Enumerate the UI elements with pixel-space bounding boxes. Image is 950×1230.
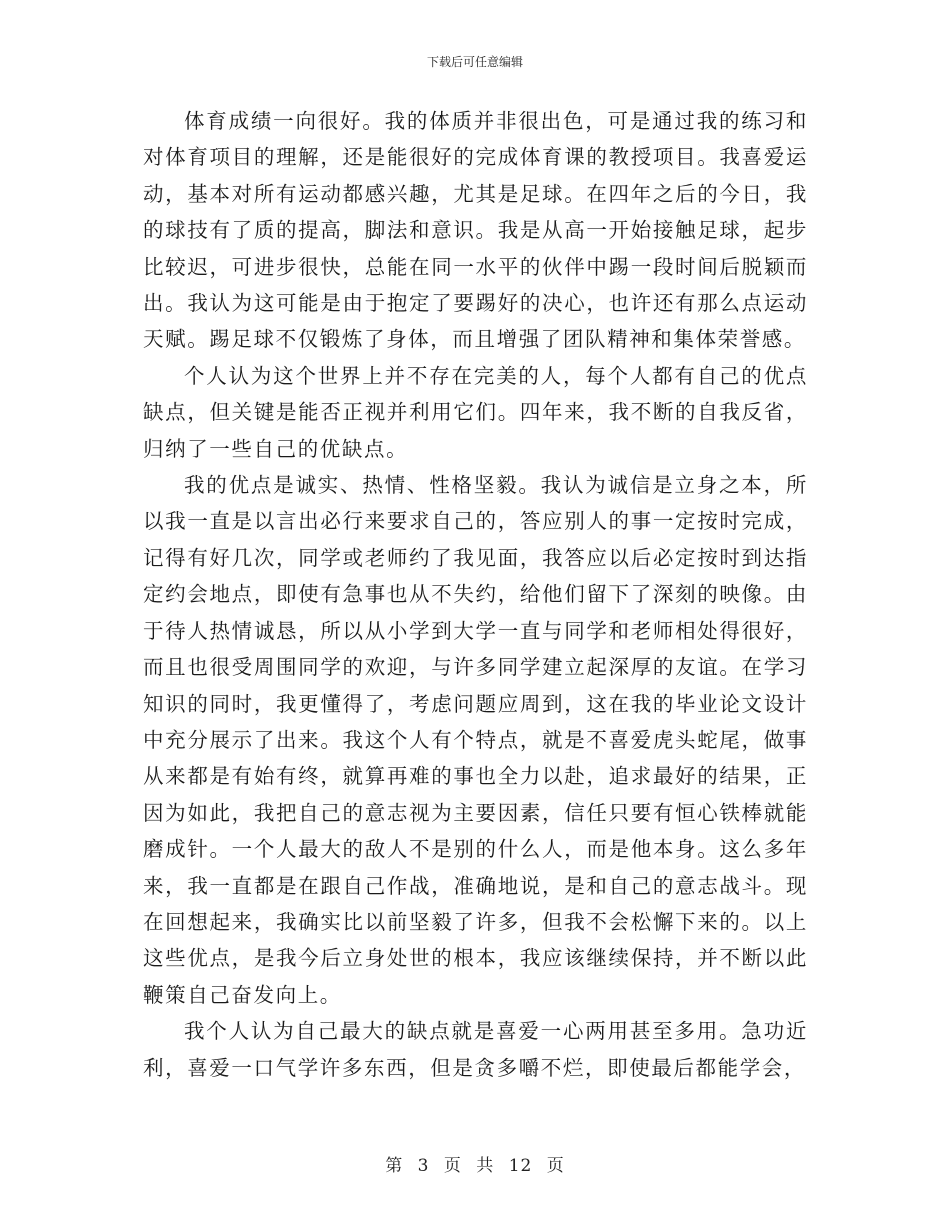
paragraph-weaknesses: 我个人认为自己最大的缺点就是喜爱一心两用甚至多用。急功近利，喜爱一口气学许多东西，但是贪多嚼不烂，即使最后都能学会， xyxy=(143,1019,808,1080)
paragraph-strengths: 我的优点是诚实、热情、性格坚毅。我认为诚信是立身之本，所以我一直是以言出必行来要求自己的，答应别人的事一定按时完成，记得有好几次，同学或老师约了我见面，我答应以后必定按时到达指定约会地点，即使有急事也从不失约，给他们留下了深刻的映像。由于待人热情诚恳，所以从小学到大学一直与同学和老师相处得很好，而且也很受周围同学的欢迎，与许多同学建立起深厚的友谊。在学习知识的同时，我更懂得了，考虑问题应周到，这在我的毕业论文设计中充分展示了出来。我这个人有个特点，就是不喜爱虎头蛇尾，做事从来都是有始有终，就算再难的事也全力以赴，追求最好的结果，正因为如此，我把自己的意志视为主要因素，信任只要有恒心铁棒就能磨成针。一个人最大的敌人不是别的什么人，而是他本身。这么多年来，我一直都是在跟自己作战，准确地说，是和自己的意志战斗。现在回想起来，我确实比以前坚毅了许多，但我不会松懈下来的。以上这些优点，是我今后立身处世的根本，我应该继续保持，并不断以此鞭策自己奋发向上。 xyxy=(143,473,808,1007)
footer-total-unit: 页 xyxy=(546,1156,565,1176)
footer-page-number: 3 xyxy=(417,1156,430,1176)
footer-total-pages: 12 xyxy=(508,1156,533,1176)
paragraph-sports: 体育成绩一向很好。我的体质并非很出色，可是通过我的练习和对体育项目的理解，还是能很好的完成体育课的教授项目。我喜爱运动，基本对所有运动都感兴趣，尤其是足球。在四年之后的今日，我的球技有了质的提高，脚法和意识。我是从高一开始接触足球，起步比较迟，可进步很快，总能在同一水平的伙伴中踢一段时间后脱颖而出。我认为这可能是由于抱定了要踢好的决心，也许还有那么点运动天赋。踢足球不仅锻炼了身体，而且增强了团队精神和集体荣誉感。 xyxy=(143,109,808,352)
footer-total-label: 共 xyxy=(476,1156,495,1176)
paragraph-self-reflection: 个人认为这个世界上并不存在完美的人，每个人都有自己的优点缺点，但关键是能否正视并利用它们。四年来，我不断的自我反省，归纳了一些自己的优缺点。 xyxy=(143,363,808,461)
page-header: 下载后可任意编辑 xyxy=(426,55,523,69)
footer-page-unit: 页 xyxy=(443,1156,462,1176)
page-footer xyxy=(0,1155,950,1177)
footer-page-label: 第 xyxy=(385,1156,404,1176)
document-body xyxy=(143,103,808,1086)
